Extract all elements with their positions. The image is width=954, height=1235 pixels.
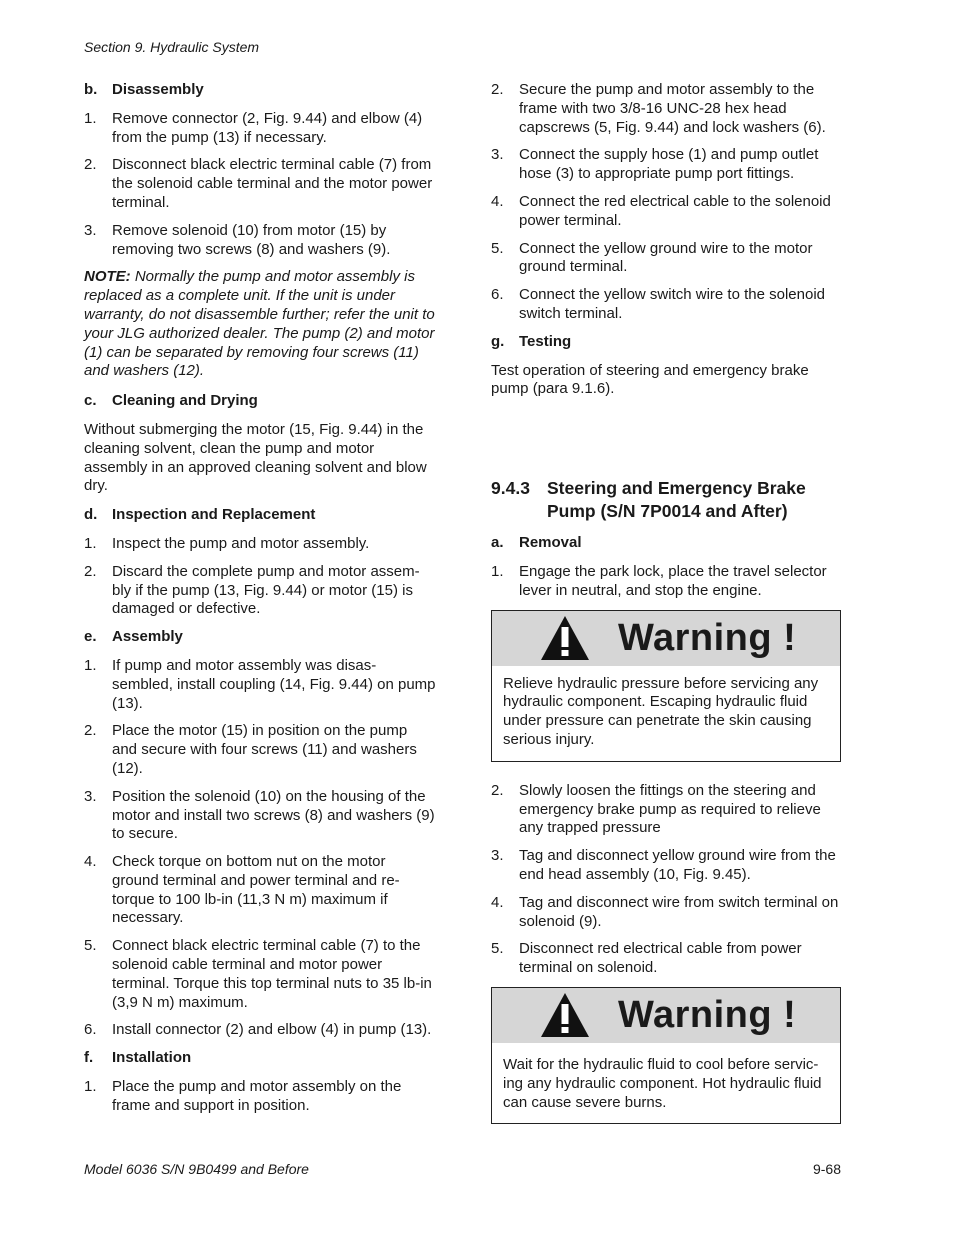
step-number: 6. [84,1021,97,1039]
subsection-title: Testing [519,332,572,350]
step-text: Disconnect black electric terminal cable (7) from the solenoid cable terminal and the motor power terminal. [112,156,433,211]
list-item [84,722,436,778]
step-number: 4. [491,192,504,210]
list-item [84,937,436,1012]
note-block [84,268,436,381]
subsection-inspection [84,506,436,525]
step-text: Connect black electric terminal cable (7) to the solenoid cable terminal and motor power terminal. Torque this top terminal nuts to 35 lb-in (3,9 N m) maximum. [112,937,432,1011]
subsection-letter: e. [84,628,97,646]
installation-steps [84,1078,436,1116]
section-number: 9.4.3 [491,478,530,499]
step-number: 3. [491,146,504,164]
list-item [491,894,841,932]
subsection-letter: b. [84,81,98,98]
subsection-assembly [84,628,436,647]
step-text: Place the motor (15) in position on the pump and secure with four screws (11) and washers (12). [112,722,417,777]
step-text: Connect the supply hose (1) and pump outlet hose (3) to appropriate pump port fittings. [519,146,819,183]
subsection-letter: f. [84,1049,94,1067]
step-text: Inspect the pump and motor assembly. [112,534,370,552]
subsection-letter: a. [491,534,504,552]
step-number: 4. [491,893,504,911]
step-text: Connect the red electrical cable to the solenoid power terminal. [519,192,831,229]
subsection-installation [84,1049,436,1068]
step-number: 2. [491,81,504,98]
disassembly-steps [84,110,436,260]
subsection-letter: g. [491,332,505,350]
step-number: 3. [84,787,97,805]
list-item [491,240,841,278]
step-number: 1. [84,109,97,127]
warning-box-pressure [491,610,841,762]
step-number: 3. [491,847,504,865]
step-text: If pump and motor assembly was disas-sembled, install coupling (14, Fig. 9.44) on pump (13). [112,656,436,712]
warning-text: Relieve hydraulic pressure before servicing any hydraulic component. Escaping hydraulic fluid under pressure can penetrate the skin causing serious injury. [503,674,819,748]
section-title: Steering and Emergency Brake Pump (S/N 7P0014 and After) [547,478,806,522]
step-number: 4. [84,853,97,871]
subsection-testing [491,333,841,352]
step-number: 2. [84,722,97,740]
testing-text: Test operation of steering and emergency brake pump (para 9.1.6). [491,361,809,398]
subsection-letter: d. [84,506,98,524]
list-item [491,286,841,324]
note-text: Normally the pump and motor assembly is replaced as a complete unit. If the unit is under warranty, do not disassemble further; refer the unit to your JLG authorized dealer. The pump (2) and motor (1) can be separated by removing four screws (11) and washers (12). [84,268,435,380]
step-number: 1. [491,562,504,580]
step-text: Engage the park lock, place the travel selector lever in neutral, and stop the engine. [519,562,827,599]
list-item [84,1078,436,1116]
step-text: Check torque on bottom nut on the motor ground terminal and power terminal and re-torque to 100 lb-in (11,3 N m) maximum if necessary. [112,853,400,927]
step-text: Tag and disconnect wire from switch terminal on solenoid (9). [519,893,839,930]
step-text: Position the solenoid (10) on the housing of the motor and install two screws (8) and washers (9) to secure. [112,787,435,843]
installation-steps-continued [491,81,841,324]
list-item [491,563,841,601]
subsection-title: Inspection and Replacement [112,506,316,524]
list-item [491,847,841,885]
footer-page-number: 9-68 [812,1161,841,1177]
subsection-title: Cleaning and Drying [112,392,258,410]
step-number: 5. [84,937,97,955]
subsection-disassembly [84,81,436,100]
subsection-title: Installation [112,1049,192,1067]
step-number: 1. [84,656,97,674]
warning-header [492,611,840,666]
removal-steps [491,563,841,601]
step-text: Secure the pump and motor assembly to the frame with two 3/8-16 UNC-28 hex head capscrews (5, Fig. 9.44) and lock washers (6). [519,81,826,136]
left-column [84,81,436,1125]
warning-heading: Warning ! [618,994,797,1036]
step-text: Connect the yellow ground wire to the motor ground terminal. [519,239,813,276]
list-item [491,146,841,184]
step-number: 5. [491,239,504,257]
step-text: Remove solenoid (10) from motor (15) by removing two screws (8) and washers (9). [112,221,391,258]
warning-triangle-icon [540,615,590,661]
step-number: 5. [491,940,504,958]
step-number: 6. [491,286,504,304]
list-item [84,563,436,619]
assembly-steps [84,657,436,1040]
warning-triangle-icon [540,992,590,1038]
running-header: Section 9. Hydraulic System [84,39,260,55]
subsection-letter: c. [84,392,97,410]
step-text: Place the pump and motor assembly on the frame and support in position. [112,1078,402,1114]
step-number: 2. [84,156,97,174]
step-text: Remove connector (2, Fig. 9.44) and elbow (4) from the pump (13) if necessary. [112,109,423,146]
step-text: Discard the complete pump and motor assem-bly if the pump (13, Fig. 9.44) or motor (15) is damaged or defective. [112,562,420,618]
note-label: NOTE: [84,268,131,286]
removal-steps-continued [491,782,841,978]
step-text: Tag and disconnect yellow ground wire from the end head assembly (10, Fig. 9.45). [519,847,836,883]
list-item [84,110,436,148]
warning-heading: Warning ! [618,616,797,659]
step-text: Connect the yellow switch wire to the solenoid switch terminal. [519,286,825,322]
subsection-removal [491,534,841,553]
subsection-title: Removal [519,534,582,552]
list-item [84,657,436,713]
step-text: Slowly loosen the fittings on the steering and emergency brake pump as required to relieve any trapped pressure [519,781,821,837]
right-column [491,81,841,1124]
subsection-title: Disassembly [112,81,204,98]
list-item [491,193,841,231]
list-item [84,535,436,554]
step-text: Disconnect red electrical cable from power terminal on solenoid. [519,940,802,977]
step-text: Install connector (2) and elbow (4) in pump (13). [112,1021,432,1039]
warning-header [492,988,840,1043]
inspection-steps [84,535,436,619]
list-item [84,1021,436,1040]
list-item [491,940,841,978]
list-item [84,853,436,928]
warning-box-heat [491,987,841,1124]
warning-text: Wait for the hydraulic fluid to cool before servic-ing any hydraulic component. Hot hydraulic fluid can cause severe burns. [503,1055,822,1111]
list-item [84,222,436,260]
subsection-cleaning [84,392,436,411]
step-number: 1. [84,534,97,552]
footer-model: Model 6036 S/N 9B0499 and Before [84,1161,309,1177]
step-number: 3. [84,221,97,239]
step-number: 1. [84,1078,97,1096]
step-number: 2. [84,562,97,580]
list-item [491,782,841,838]
step-number: 2. [491,781,504,799]
cleaning-text: Without submerging the motor (15, Fig. 9.44) in the cleaning solvent, clean the pump and motor assembly in an approved cleaning solvent and blow dry. [84,420,427,495]
list-item [491,81,841,137]
list-item [84,156,436,212]
subsection-title: Assembly [112,628,183,646]
section-heading [491,477,841,523]
list-item [84,788,436,844]
